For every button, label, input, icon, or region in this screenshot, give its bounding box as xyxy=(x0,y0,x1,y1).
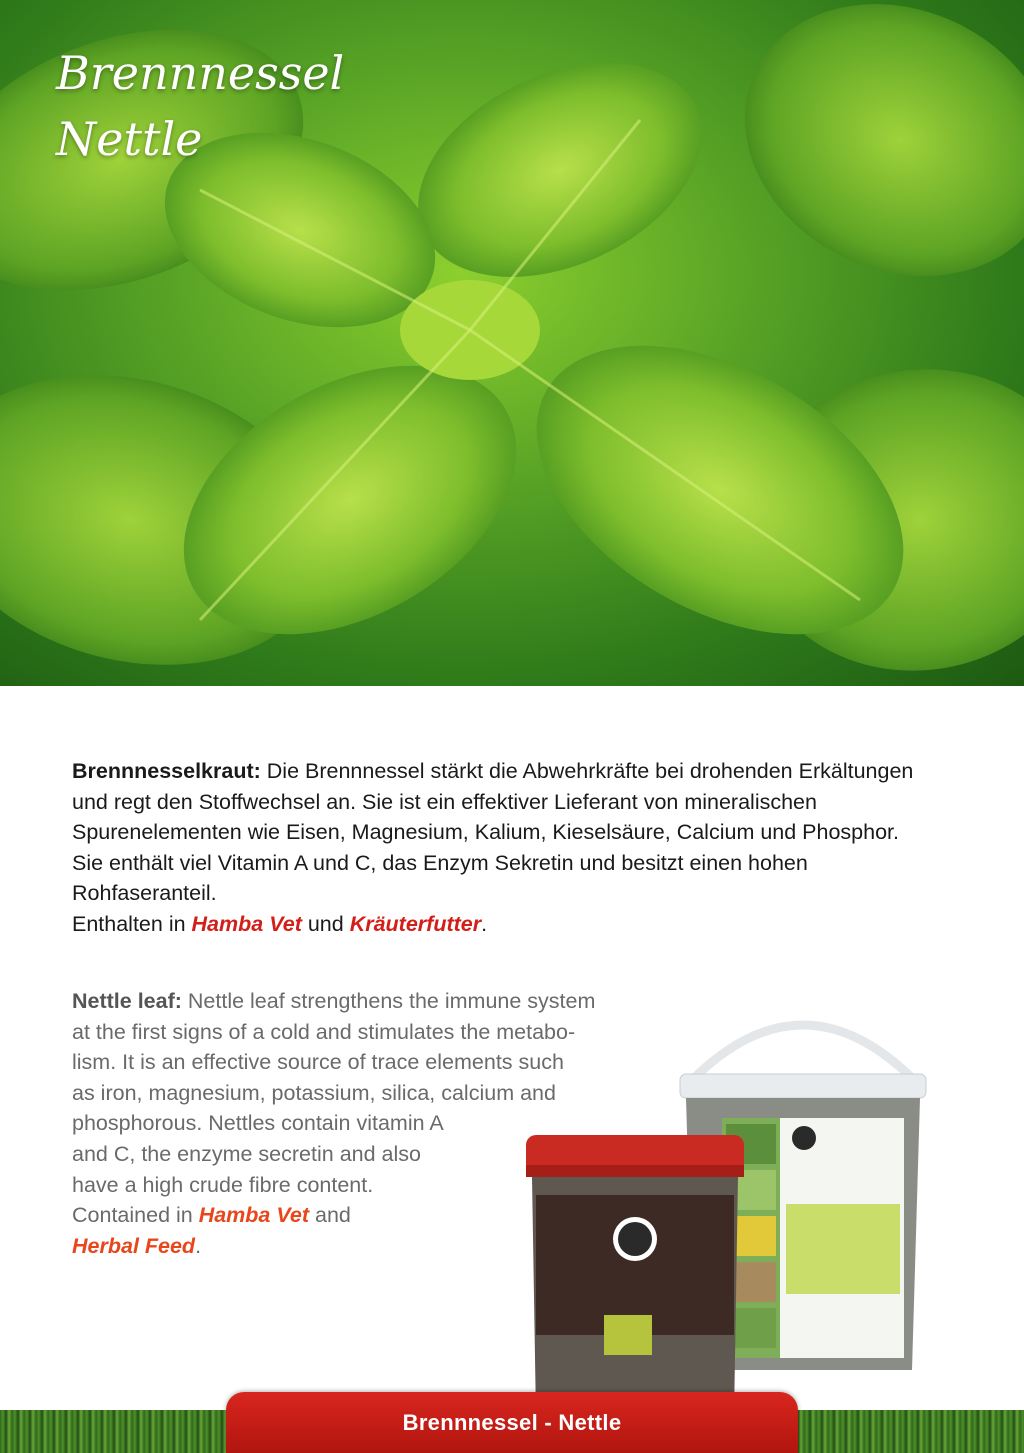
english-contained-prefix: Contained in xyxy=(72,1203,199,1228)
english-product-herbal-feed: Herbal Feed xyxy=(72,1233,196,1258)
leaf-shape xyxy=(700,0,1024,325)
english-line xyxy=(72,986,672,1017)
english-label: Nettle leaf: xyxy=(72,989,182,1013)
german-product-hamba-vet: Hamba Vet xyxy=(191,911,302,936)
german-and: und xyxy=(301,911,350,936)
german-text: Die Brennnessel stärkt die Abwehrkräfte bei drohenden Erkältungen und regt den Stoffwechsel an. Sie ist ein effektiver Lieferant von mineralischen Spurenelementen wie Eisen, Magnesium, Kalium, Kieselsäure, Calcium und Phosphor. Sie enthält viel Vitamin A und C, das Enzym Sekretin und besitzt einen hohen Rohfaseranteil. xyxy=(72,759,914,906)
leaf-shape xyxy=(384,21,736,320)
footer-title-bar xyxy=(226,1392,798,1453)
english-line-4: as iron, magnesium, potassium, silica, calcium and xyxy=(72,1080,556,1105)
hero-title-german: Brennnessel xyxy=(56,46,345,100)
german-product-kraeuterfutter: Kräuterfutter xyxy=(349,911,482,936)
german-period: . xyxy=(481,911,488,936)
english-line-1: Nettle leaf strengthens the immune system xyxy=(181,989,596,1013)
english-period: . xyxy=(195,1233,202,1258)
footer-title: Brennnessel - Nettle xyxy=(402,1409,622,1435)
english-line-5: phosphorous. Nettles contain vitamin A xyxy=(72,1111,444,1136)
english-line-3: lism. It is an effective source of trace elements such xyxy=(72,1050,564,1075)
hero-image xyxy=(0,0,1024,686)
hero-title-english: Nettle xyxy=(56,112,203,166)
english-line-7: have a high crude fibre content. xyxy=(72,1172,374,1197)
product-hamba-vet-jar xyxy=(524,1135,746,1425)
german-contained-prefix: Enthalten in xyxy=(72,911,192,936)
english-line-6: and C, the enzyme secretin and also xyxy=(72,1141,421,1166)
english-and: and xyxy=(309,1203,351,1228)
hero-title xyxy=(56,40,344,172)
jar-illustration xyxy=(524,1135,746,1425)
english-line-2: at the first signs of a cold and stimulates the metabo- xyxy=(72,1019,576,1044)
german-description xyxy=(72,756,932,940)
english-product-hamba-vet: Hamba Vet xyxy=(198,1203,310,1228)
german-label: Brennnesselkraut: xyxy=(72,759,261,783)
german-paragraph xyxy=(72,756,932,940)
